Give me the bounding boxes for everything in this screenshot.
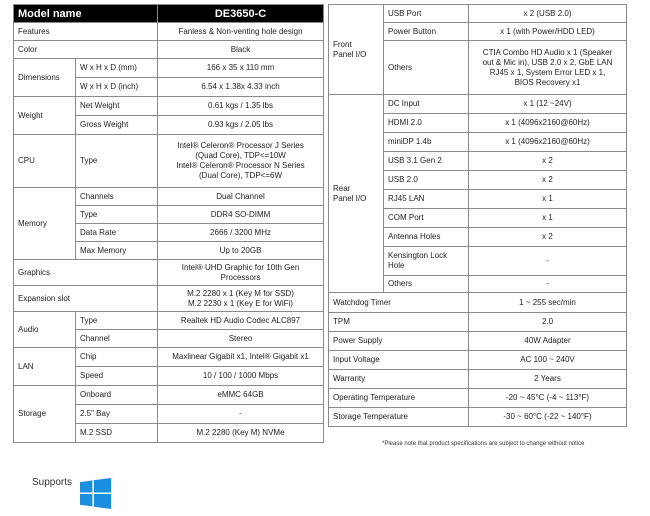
power-supply-label: Power Supply bbox=[329, 332, 469, 351]
table-row bbox=[329, 5, 627, 23]
header-row bbox=[14, 5, 324, 23]
rear-port-label: DC Input bbox=[384, 95, 469, 114]
front-power-value: x 1 (with Power/HDD LED) bbox=[469, 23, 627, 41]
memory-type-label: Type bbox=[76, 206, 158, 224]
front-panel-label-line: Front bbox=[333, 39, 352, 49]
front-panel-label bbox=[329, 5, 384, 95]
table-row bbox=[14, 386, 324, 405]
dimensions-inch-value: 6.54 x 1.38x 4.33 inch bbox=[158, 78, 324, 97]
expansion-line: M.2 2280 x 1 (Key M for SSD) bbox=[187, 288, 294, 298]
rear-panel-label-line: Panel I/O bbox=[333, 193, 367, 203]
table-row bbox=[329, 389, 627, 408]
rear-port-value: x 1 (4096x2160@60Hz) bbox=[469, 133, 627, 152]
rear-port-value: x 1 bbox=[469, 190, 627, 209]
rear-port-label: USB 3.1 Gen 2 bbox=[384, 152, 469, 171]
cpu-label: CPU bbox=[14, 135, 76, 188]
cpu-type-label: Type bbox=[76, 135, 158, 188]
watchdog-value: 1 ~ 255 sec/min bbox=[469, 293, 627, 313]
kensington-label-line: Hole bbox=[388, 261, 405, 270]
table-row bbox=[329, 370, 627, 389]
audio-channel-value: Stereo bbox=[158, 330, 324, 348]
memory-max-label: Max Memory bbox=[76, 242, 158, 260]
net-weight-label: Net Weight bbox=[76, 97, 158, 116]
features-label: Features bbox=[14, 23, 158, 41]
kensington-label bbox=[384, 247, 469, 276]
front-others-label: Others bbox=[384, 41, 469, 95]
spec-change-note: *Please note that product specifications are subject to change without notice bbox=[382, 441, 585, 447]
audio-type-value: Realtek HD Audio Codec ALC897 bbox=[158, 312, 324, 330]
net-weight-value: 0.61 kgs / 1.35 lbs bbox=[158, 97, 324, 116]
dimensions-label: Dimensions bbox=[14, 59, 76, 97]
kensington-value: - bbox=[469, 247, 627, 276]
dimensions-inch-label: W x H x D (inch) bbox=[76, 78, 158, 97]
memory-channels-value: Dual Channel bbox=[158, 188, 324, 206]
rear-port-label: Antenna Holes bbox=[384, 228, 469, 247]
rear-port-value: x 2 bbox=[469, 152, 627, 171]
table-row bbox=[329, 332, 627, 351]
rear-port-label: miniDP 1.4b bbox=[384, 133, 469, 152]
spec-table-left bbox=[13, 4, 324, 443]
audio-type-label: Type bbox=[76, 312, 158, 330]
rear-panel-label-line: Rear bbox=[333, 183, 351, 193]
table-row bbox=[14, 135, 324, 188]
lan-chip-label: Chip bbox=[76, 348, 158, 367]
cpu-line: (Quad Core), TDP<=10W bbox=[195, 151, 286, 160]
front-others-line: BIOS Recovery x1 bbox=[514, 77, 581, 87]
windows-logo-icon bbox=[80, 478, 111, 509]
expansion-label: Expansion slot bbox=[14, 286, 158, 312]
table-row bbox=[14, 312, 324, 330]
rear-port-label: USB 2.0 bbox=[384, 171, 469, 190]
rear-others-value: - bbox=[469, 276, 627, 293]
tpm-value: 2.0 bbox=[469, 313, 627, 332]
rear-port-label: HDMI 2.0 bbox=[384, 114, 469, 133]
storage-onboard-value: eMMC 64GB bbox=[158, 386, 324, 405]
tpm-label: TPM bbox=[329, 313, 469, 332]
table-row bbox=[14, 59, 324, 78]
audio-channel-label: Channel bbox=[76, 330, 158, 348]
front-usb-value: x 2 (USB 2.0) bbox=[469, 5, 627, 23]
rear-port-label: COM Port bbox=[384, 209, 469, 228]
memory-type-value: DDR4 SO-DIMM bbox=[158, 206, 324, 224]
gross-weight-value: 0.93 kgs / 2.05 lbs bbox=[158, 116, 324, 135]
table-row bbox=[14, 286, 324, 312]
color-label: Color bbox=[14, 41, 158, 59]
table-row bbox=[329, 351, 627, 370]
front-power-label: Power Button bbox=[384, 23, 469, 41]
storage-bay-label: 2.5" Bay bbox=[76, 405, 158, 424]
model-name-label: Model name bbox=[14, 5, 158, 23]
watchdog-label: Watchdog Timer bbox=[329, 293, 469, 313]
graphics-line: Intel® UHD Graphic for 10th Gen bbox=[181, 262, 300, 272]
graphics-label: Graphics bbox=[14, 260, 158, 286]
storage-temp-label: Storage Temperature bbox=[329, 408, 469, 427]
cpu-line: (Dual Core), TDP<=6W bbox=[199, 171, 283, 180]
storage-temp-value: -30 ~ 60°C (-22 ~ 140°F) bbox=[469, 408, 627, 427]
front-others-value bbox=[469, 41, 627, 95]
color-value: Black bbox=[158, 41, 324, 59]
power-supply-value: 40W Adapter bbox=[469, 332, 627, 351]
table-row bbox=[14, 97, 324, 116]
dimensions-mm-label: W x H x D (mm) bbox=[76, 59, 158, 78]
dimensions-mm-value: 166 x 35 x 110 mm bbox=[158, 59, 324, 78]
rear-port-value: x 1 (4096x2160@60Hz) bbox=[469, 114, 627, 133]
storage-ssd-value: M.2 2280 (Key M) NVMe bbox=[158, 424, 324, 443]
kensington-label-line: Kensington Lock bbox=[388, 251, 448, 260]
table-row bbox=[14, 23, 324, 41]
front-others-line: CTIA Combo HD Audio x 1 (Speaker bbox=[482, 47, 613, 57]
memory-channels-label: Channels bbox=[76, 188, 158, 206]
graphics-value bbox=[158, 260, 324, 286]
input-voltage-label: Input Voltage bbox=[329, 351, 469, 370]
cpu-line: Intel® Celeron® Processor J Series bbox=[177, 141, 304, 150]
rear-panel-label bbox=[329, 95, 384, 293]
storage-onboard-label: Onboard bbox=[76, 386, 158, 405]
model-name-value: DE3650-C bbox=[158, 5, 324, 23]
supports-label: Supports bbox=[32, 477, 73, 488]
expansion-value bbox=[158, 286, 324, 312]
rear-others-label: Others bbox=[384, 276, 469, 293]
rear-port-value: x 2 bbox=[469, 228, 627, 247]
expansion-line: M.2 2230 x 1 (Key E for WiFi) bbox=[188, 298, 293, 308]
features-value: Fanless & Non-venting hole design bbox=[158, 23, 324, 41]
memory-rate-value: 2666 / 3200 MHz bbox=[158, 224, 324, 242]
front-others-line: RJ45 x 1, System Error LED x 1, bbox=[489, 67, 606, 77]
input-voltage-value: AC 100 ~ 240V bbox=[469, 351, 627, 370]
table-row bbox=[329, 95, 627, 114]
lan-speed-label: Speed bbox=[76, 367, 158, 386]
windows-logo-panes bbox=[80, 478, 111, 509]
table-row bbox=[329, 408, 627, 427]
lan-chip-value: Maxlinear Gigabit x1, Intel® Gigabit x1 bbox=[158, 348, 324, 367]
memory-rate-label: Data Rate bbox=[76, 224, 158, 242]
graphics-line: Processors bbox=[220, 272, 261, 282]
rear-port-label: RJ45 LAN bbox=[384, 190, 469, 209]
rear-port-value: x 1 (12 ~24V) bbox=[469, 95, 627, 114]
table-row bbox=[14, 348, 324, 367]
weight-label: Weight bbox=[14, 97, 76, 135]
table-row bbox=[329, 313, 627, 332]
warranty-value: 2 Years bbox=[469, 370, 627, 389]
cpu-type-value bbox=[158, 135, 324, 188]
table-row bbox=[14, 188, 324, 206]
table-row bbox=[14, 41, 324, 59]
table-row bbox=[14, 260, 324, 286]
storage-bay-value: - bbox=[158, 405, 324, 424]
front-panel-label-line: Panel I/O bbox=[333, 49, 367, 59]
storage-label: Storage bbox=[14, 386, 76, 443]
table-row bbox=[329, 293, 627, 313]
cpu-line: Intel® Celeron® Processor N Series bbox=[176, 161, 305, 170]
front-usb-label: USB Port bbox=[384, 5, 469, 23]
memory-max-value: Up to 20GB bbox=[158, 242, 324, 260]
gross-weight-label: Gross Weight bbox=[76, 116, 158, 135]
front-others-line: out & Mic in), USB 2.0 x 2, GbE LAN bbox=[482, 57, 613, 67]
operating-temp-value: -20 ~ 45°C (-4 ~ 113°F) bbox=[469, 389, 627, 408]
rear-port-value: x 2 bbox=[469, 171, 627, 190]
warranty-label: Warranty bbox=[329, 370, 469, 389]
operating-temp-label: Operating Temperature bbox=[329, 389, 469, 408]
audio-label: Audio bbox=[14, 312, 76, 348]
rear-port-value: x 1 bbox=[469, 209, 627, 228]
lan-label: LAN bbox=[14, 348, 76, 386]
spec-table-right bbox=[328, 4, 627, 427]
memory-label: Memory bbox=[14, 188, 76, 260]
storage-ssd-label: M.2 SSD bbox=[76, 424, 158, 443]
lan-speed-value: 10 / 100 / 1000 Mbps bbox=[158, 367, 324, 386]
